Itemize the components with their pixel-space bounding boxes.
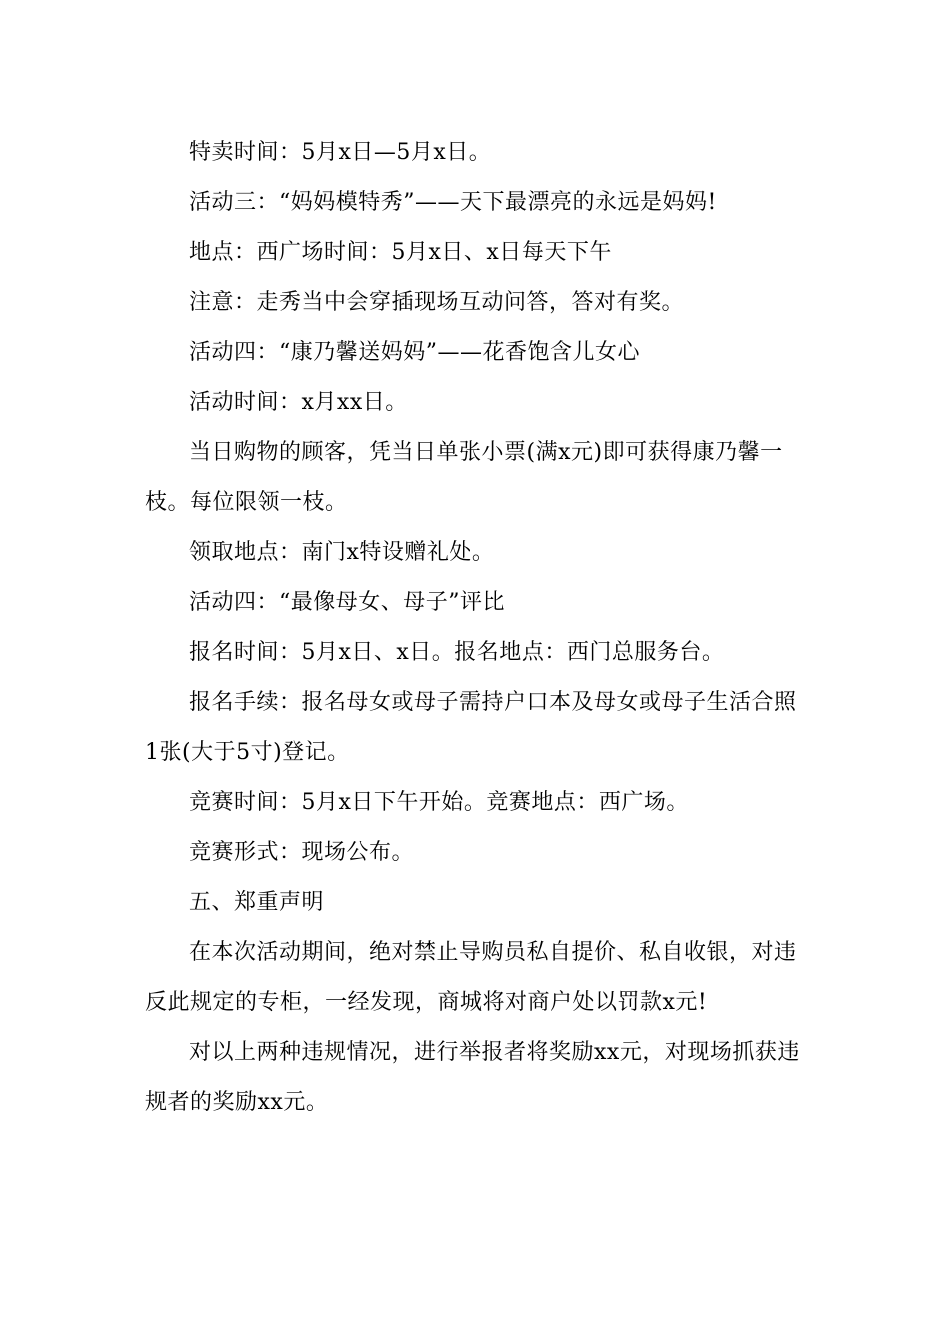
paragraph-competition-time: 竞赛时间：5月x日下午开始。竞赛地点：西广场。 — [189, 790, 689, 815]
paragraph-location-time: 地点：西广场时间：5月x日、x日每天下午 — [189, 240, 612, 265]
paragraph-activity-three: 活动三：“妈妈模特秀”——天下最漂亮的永远是妈妈! — [189, 190, 717, 215]
paragraph-registration-procedure: 报名手续：报名母女或母子需持户口本及母女或母子生活合照1张(大于5寸)登记。 — [145, 690, 797, 765]
paragraph-competition-format: 竞赛形式：现场公布。 — [189, 840, 415, 865]
section-heading-declaration: 五、郑重声明 — [189, 890, 325, 915]
paragraph-activity-four-carnation: 活动四：“康乃馨送妈妈”——花香饱含儿女心 — [189, 340, 640, 365]
paragraph-reward: 对以上两种违规情况，进行举报者将奖励xx元，对现场抓获违规者的奖励xx元。 — [145, 1040, 800, 1115]
document-body — [145, 128, 810, 1128]
paragraph-activity-four-lookalike: 活动四：“最像母女、母子”评比 — [189, 590, 505, 615]
paragraph-sale-time: 特卖时间：5月x日—5月x日。 — [189, 140, 492, 165]
paragraph-carnation-offer: 当日购物的顾客，凭当日单张小票(满x元)即可获得康乃馨一枝。每位限领一枝。 — [145, 440, 783, 515]
paragraph-pickup-location: 领取地点：南门x特设赠礼处。 — [189, 540, 495, 565]
paragraph-prohibition: 在本次活动期间，绝对禁止导购员私自提价、私自收银，对违反此规定的专柜，一经发现，商城将对商户处以罚款x元! — [145, 940, 797, 1015]
paragraph-activity-time: 活动时间：x月xx日。 — [189, 390, 408, 415]
paragraph-notice: 注意：走秀当中会穿插现场互动问答，答对有奖。 — [189, 290, 685, 315]
paragraph-registration-time: 报名时间：5月x日、x日。报名地点：西门总服务台。 — [189, 640, 725, 665]
